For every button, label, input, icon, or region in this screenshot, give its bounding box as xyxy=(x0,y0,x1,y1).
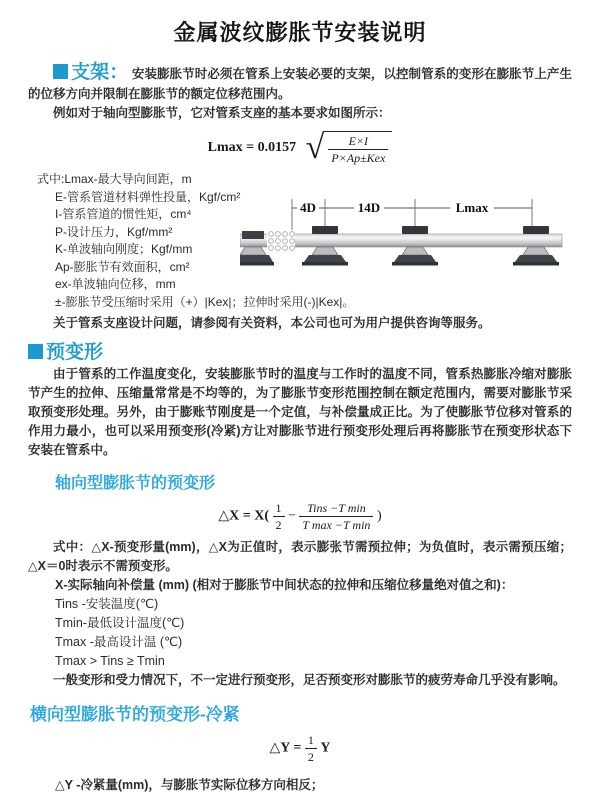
lmax-formula-numerator: E×I xyxy=(328,134,388,150)
delta-y-formula xyxy=(28,733,572,764)
support-intro-paragraph xyxy=(28,61,572,104)
support-example-line: 例如对于轴向型膨胀节，它对管系支座的基本要求如图所示： xyxy=(53,106,391,120)
dim-label-lmax: Lmax xyxy=(455,200,489,215)
delta-y-note: △Y -冷紧量(mm)，与膨胀节实际位移方向相反； xyxy=(55,778,324,792)
dim-label-4d: 4D xyxy=(300,200,316,215)
delta-x-formula xyxy=(28,501,572,532)
lmax-formula-denominator: P×Ap±Kex xyxy=(331,151,386,165)
delta-x-frac2-den: T max −T min xyxy=(302,518,371,532)
var-line-Ap: Ap-膨胀节有效面积，cm² xyxy=(55,259,190,274)
square-root xyxy=(306,131,393,165)
support-section-header: 支架： xyxy=(71,62,129,83)
page-title: 金属波纹膨胀节安装说明 xyxy=(173,20,427,45)
dim-label-14d: 14D xyxy=(357,200,381,215)
var-line-ex: ex-单波轴向位移，mm xyxy=(55,277,176,291)
delta-x-frac1-den: 2 xyxy=(275,518,282,532)
temp-inequality-line: Tmax > Tins ≥ Tmin xyxy=(55,654,165,668)
delta-x-lhs: △X = X( xyxy=(218,508,270,524)
delta-x-frac1-num: 1 xyxy=(273,501,285,517)
support-note: 关于管系支座设计问题，请参阅有关资料，本公司也可为用户提供咨询等服务。 xyxy=(53,316,491,330)
lmax-formula xyxy=(28,131,572,165)
delta-x-frac2-num: Tins −T min xyxy=(299,501,373,517)
temp-line-tins: Tins -安装温度(℃) xyxy=(55,597,159,611)
blue-square-bullet-icon xyxy=(28,344,43,359)
temp-line-tmax: Tmax -最高设计温 (℃) xyxy=(55,635,183,649)
predeform-paragraph: 由于管系的工作温度变化，安装膨胀节时的温度与工作时的温度不同，管系热膨胀冷缩对膨胀节产生的拉伸、压缩量常常是不均等的，为了膨胀节变形范围控制在额定范围内，需要对膨胀节采取预变形处理。另外，由于膨账节刚度是一个定值，与补偿量成正比。为了使膨胀节位移对管系的作用力最小，也可以采用预变形(冷紧)方让对膨胀节进行预变形处理后再将膨胀节在预变形状态下安装在管系中。 xyxy=(28,367,572,457)
var-line-K: K-单波轴向刚度；Kgf/mm xyxy=(55,242,193,256)
predeform-header-label: 预变形 xyxy=(46,342,104,363)
vars-intro-line: 式中:Lmax-最大导向间距，m xyxy=(37,172,192,186)
radical-sign-icon: √ xyxy=(305,129,325,166)
axial-subsection-header: 轴向型膨胀节的预变形 xyxy=(55,475,216,492)
temp-line-tmin: Tmin-最低设计温度(℃) xyxy=(55,616,185,630)
lmax-formula-lhs: Lmax = 0.0157 xyxy=(207,140,297,156)
var-line-P: P-设计压力，Kgf/mm² xyxy=(55,224,173,239)
bellows-icon xyxy=(267,230,295,251)
delta-y-frac-num: 1 xyxy=(305,733,317,749)
plus-minus-rule-line: ±-膨胀节受压缩时采用（+）|Kex|；拉伸时采用(-)|Kex|。 xyxy=(55,294,355,309)
delta-y-frac-den: 2 xyxy=(307,750,314,764)
var-line-I: I-管系管道的惯性矩，cm⁴ xyxy=(55,207,192,221)
var-line-E: E-管系管道材料弹性投量，Kgf/cm² xyxy=(55,189,241,204)
close-paren: ) xyxy=(376,508,382,524)
delta-y-lhs: △Y = xyxy=(269,740,302,756)
delta-y-rhs: Y xyxy=(320,740,331,756)
axial-note: 一般变形和受力情况下，不一定进行预变形，足否预变形对膨胀节的疲劳寿命几乎没有影响。 xyxy=(53,673,566,687)
predeform-section-header xyxy=(28,341,572,365)
pipe-support-diagram xyxy=(240,195,570,275)
x-definition-line: X-实际轴向补偿量 (mm) (相对于膨胀节中间状态的拉伸和压缩位移量绝对值之和)： xyxy=(55,578,514,592)
blue-square-bullet-icon xyxy=(53,64,68,79)
formula-variables-block xyxy=(28,171,572,294)
support-intro-text: 安装膨胀节时必须在管系上安装必要的支架，以控制管系的变形在膨胀节上产生的位移方向并限制在膨胀节的额定位移范围内。 xyxy=(28,67,572,101)
lateral-subsection-header: 横向型膨胀节的预变形-冷紧 xyxy=(30,705,240,724)
minus-sign: − xyxy=(288,508,296,524)
delta-x-explain: 式中：△X-预变形量(mm)，△X为正值时，表示膨张节需预拉伸；为负值时，表示需预压缩；△X＝0时表示不需预变形。 xyxy=(28,540,572,573)
